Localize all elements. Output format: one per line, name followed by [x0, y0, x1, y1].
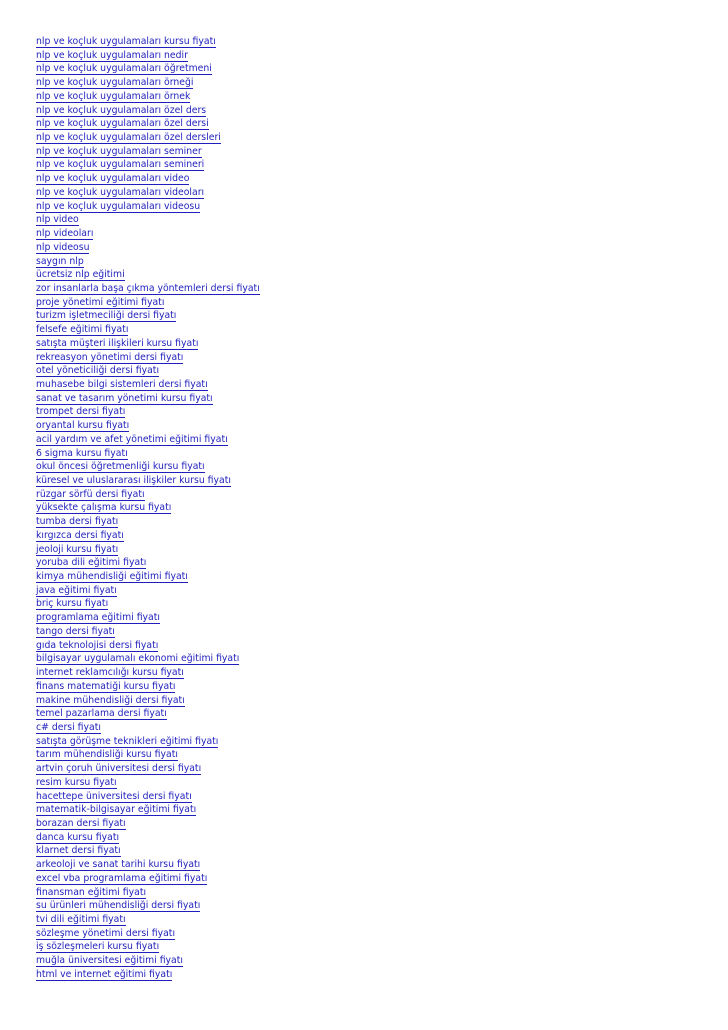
list-item [36, 87, 260, 101]
link[interactable]: nlp ve koçluk uygulamaları örnek [36, 90, 191, 102]
link[interactable]: danca kursu fiyatı [36, 831, 120, 843]
list-item [36, 265, 260, 279]
link[interactable]: nlp ve koçluk uygulamaları videosu [36, 200, 201, 212]
list-item [36, 498, 260, 512]
link[interactable]: makine mühendisliği dersi fiyatı [36, 694, 185, 706]
link[interactable]: felsefe eğitimi fiyatı [36, 324, 129, 336]
list-item [36, 732, 260, 746]
list-item [36, 128, 260, 142]
list-item [36, 334, 260, 348]
list-item [36, 828, 260, 842]
link[interactable]: yüksekte çalışma kursu fiyatı [36, 502, 172, 514]
link[interactable]: zor insanlarla başa çıkma yöntemleri dersi fiyatı [36, 282, 260, 294]
list-item [36, 540, 260, 554]
link[interactable]: resim kursu fiyatı [36, 776, 117, 788]
link[interactable]: nlp ve koçluk uygulamaları kursu fiyatı [36, 36, 216, 47]
link[interactable]: matematik-bilgisayar eğitimi fiyatı [36, 804, 197, 816]
list-item [36, 704, 260, 718]
link[interactable]: tarım mühendisliği kursu fiyatı [36, 749, 178, 761]
link[interactable]: 6 sigma kursu fiyatı [36, 447, 128, 459]
link[interactable]: arkeoloji ve sanat tarihi kursu fiyatı [36, 859, 201, 871]
link[interactable]: nlp ve koçluk uygulamaları nedir [36, 49, 188, 61]
link[interactable]: rüzgar sörfü dersi fiyatı [36, 488, 145, 500]
link[interactable]: hacettepe üniversitesi dersi fiyatı [36, 790, 192, 802]
link[interactable]: yoruba dili eğitimi fiyatı [36, 557, 147, 569]
link[interactable]: internet reklamcılığı kursu fiyatı [36, 667, 184, 679]
list-item [36, 745, 260, 759]
list-item [36, 224, 260, 238]
list-item [36, 924, 260, 938]
link[interactable]: kırgızca dersi fiyatı [36, 529, 124, 541]
list-item [36, 32, 260, 46]
link[interactable]: java eğitimi fiyatı [36, 584, 117, 596]
list-item [36, 361, 260, 375]
link[interactable]: rekreasyon yönetimi dersi fiyatı [36, 351, 184, 363]
list-item [36, 910, 260, 924]
link[interactable]: temel pazarlama dersi fiyatı [36, 708, 167, 720]
link[interactable]: nlp ve koçluk uygulamaları özel dersleri [36, 132, 221, 144]
list-item [36, 114, 260, 128]
link[interactable]: jeoloji kursu fiyatı [36, 543, 119, 555]
link[interactable]: nlp videosu [36, 241, 90, 253]
list-item [36, 59, 260, 73]
link[interactable]: programlama eğitimi fiyatı [36, 612, 160, 624]
link[interactable]: muğla üniversitesi eğitimi fiyatı [36, 955, 183, 967]
list-item [36, 855, 260, 869]
list-item [36, 375, 260, 389]
link[interactable]: bilgisayar uygulamalı ekonomi eğitimi fiyatı [36, 653, 240, 665]
link[interactable]: muhasebe bilgi sistemleri dersi fiyatı [36, 378, 208, 390]
list-item [36, 636, 260, 650]
list-item [36, 800, 260, 814]
link[interactable]: kimya mühendisliği eğitimi fiyatı [36, 571, 188, 583]
list-item [36, 663, 260, 677]
link[interactable]: satışta görüşme teknikleri eğitimi fiyatı [36, 735, 219, 747]
list-item [36, 896, 260, 910]
list-item [36, 183, 260, 197]
link[interactable]: gıda teknolojisi dersi fiyatı [36, 639, 159, 651]
list-item [36, 320, 260, 334]
link[interactable]: otel yöneticiliği dersi fiyatı [36, 365, 160, 377]
link[interactable]: satışta müşteri ilişkileri kursu fiyatı [36, 337, 199, 349]
link[interactable]: sözleşme yönetimi dersi fiyatı [36, 927, 176, 939]
link[interactable]: trompet dersi fiyatı [36, 406, 126, 418]
link[interactable]: acil yardım ve afet yönetimi eğitimi fiyatı [36, 433, 228, 445]
list-item [36, 430, 260, 444]
list-item [36, 73, 260, 87]
link[interactable]: tango dersi fiyatı [36, 625, 115, 637]
link-list [36, 32, 260, 979]
link[interactable]: nlp ve koçluk uygulamaları video [36, 173, 190, 185]
list-item [36, 101, 260, 115]
list-item [36, 594, 260, 608]
list-item [36, 471, 260, 485]
link[interactable]: proje yönetimi eğitimi fiyatı [36, 296, 165, 308]
list-item [36, 608, 260, 622]
list-item [36, 553, 260, 567]
list-item [36, 142, 260, 156]
list-item [36, 238, 260, 252]
link[interactable]: turizm işletmeciliği dersi fiyatı [36, 310, 177, 322]
list-item [36, 567, 260, 581]
link[interactable]: c# dersi fiyatı [36, 721, 101, 733]
list-item [36, 526, 260, 540]
list-item [36, 649, 260, 663]
link[interactable]: finans matematiği kursu fiyatı [36, 680, 176, 692]
list-item [36, 169, 260, 183]
list-item [36, 306, 260, 320]
link[interactable]: iş sözleşmeleri kursu fiyatı [36, 941, 160, 953]
link[interactable]: tvi dili eğitimi fiyatı [36, 914, 126, 925]
list-item [36, 787, 260, 801]
link[interactable]: tumba dersi fiyatı [36, 516, 119, 528]
list-item [36, 759, 260, 773]
link[interactable]: oryantal kursu fiyatı [36, 420, 130, 432]
link[interactable]: nlp ve koçluk uygulamaları seminer [36, 145, 202, 157]
link[interactable]: briç kursu fiyatı [36, 598, 109, 610]
link[interactable]: okul öncesi öğretmenliği kursu fiyatı [36, 461, 205, 473]
link[interactable]: html ve internet eğitimi fiyatı [36, 968, 173, 980]
link[interactable]: excel vba programlama eğitimi fiyatı [36, 872, 208, 884]
list-item [36, 965, 260, 979]
list-item [36, 252, 260, 266]
link[interactable]: finansman eğitimi fiyatı [36, 886, 147, 898]
link[interactable]: nlp ve koçluk uygulamaları semineri [36, 159, 205, 171]
link[interactable]: ücretsiz nlp eğitimi [36, 269, 125, 281]
link[interactable]: nlp ve koçluk uygulamaları videoları [36, 186, 205, 198]
link[interactable]: su ürünleri mühendisliği dersi fiyatı [36, 900, 201, 912]
link[interactable]: artvin çoruh üniversitesi dersi fiyatı [36, 763, 202, 775]
link[interactable]: nlp videoları [36, 228, 94, 240]
list-item [36, 416, 260, 430]
list-item [36, 691, 260, 705]
list-item [36, 457, 260, 471]
list-item [36, 348, 260, 362]
link[interactable]: borazan dersi fiyatı [36, 817, 126, 829]
list-item [36, 937, 260, 951]
link[interactable]: nlp ve koçluk uygulamaları özel ders [36, 104, 207, 116]
list-item [36, 869, 260, 883]
list-item [36, 46, 260, 60]
list-item [36, 155, 260, 169]
list-item [36, 512, 260, 526]
list-item [36, 814, 260, 828]
link[interactable]: nlp ve koçluk uygulamaları özel dersi [36, 118, 209, 130]
link[interactable]: saygın nlp [36, 255, 84, 267]
link[interactable]: nlp ve koçluk uygulamaları öğretmeni [36, 63, 212, 75]
list-item [36, 279, 260, 293]
link[interactable]: sanat ve tasarım yönetimi kursu fiyatı [36, 392, 213, 404]
link[interactable]: nlp video [36, 214, 79, 226]
list-item [36, 677, 260, 691]
list-item [36, 197, 260, 211]
link[interactable]: küresel ve uluslararası ilişkiler kursu fiyatı [36, 475, 231, 486]
link[interactable]: nlp ve koçluk uygulamaları örneği [36, 77, 194, 89]
list-item [36, 841, 260, 855]
link[interactable]: klarnet dersi fiyatı [36, 845, 121, 857]
list-item [36, 951, 260, 965]
list-item [36, 389, 260, 403]
